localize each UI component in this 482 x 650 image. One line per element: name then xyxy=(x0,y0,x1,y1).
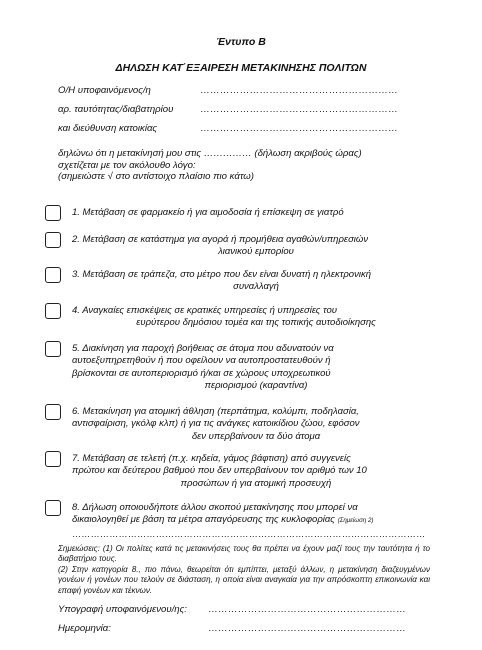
option-5-line-2: αυτοεξυπηρετηθούν ή που οφείλουν να αυτοπροστατευθούν ή xyxy=(72,355,331,367)
option-5-checkbox[interactable] xyxy=(45,341,61,357)
field-id-label: αρ. ταυτότητας/διαβατηρίου xyxy=(58,104,174,115)
option-8-line-1: 8. Δήλωση οποιουδήποτε άλλου σκοπού μετακίνησης που μπορεί να xyxy=(72,502,358,513)
declaration-text xyxy=(58,148,428,183)
option-1-text xyxy=(72,207,440,219)
option-7-checkbox[interactable] xyxy=(45,451,61,467)
option-7-text xyxy=(72,453,440,490)
option-8-text xyxy=(72,502,440,528)
option-5-line-3: βρίσκονται σε αυτοπεριορισμό ή/και σε χώρους υποχρεωτικού xyxy=(72,367,331,379)
date-line[interactable]: …………………………………………………… xyxy=(208,623,406,634)
option-2-checkbox[interactable] xyxy=(45,232,61,248)
declaration-line-3: (σημειώστε √ στο αντίστοιχο πλαίσιο πιο κάτω) xyxy=(58,171,254,183)
option-3-text xyxy=(72,269,440,294)
option-2-line-1: 2. Μετάβαση σε κατάστημα για αγορά ή προμήθεια αγαθών/υπηρεσιών xyxy=(72,234,369,245)
option-1-line-1: 1. Μετάβαση σε φαρμακείο ή για αιμοδοσία ή επίσκεψη σε γιατρό xyxy=(72,207,344,218)
signature-label: Υπογραφή υποφαινόμενου/ης: xyxy=(58,604,187,615)
field-id-line[interactable]: …………………………………………………… xyxy=(200,104,398,115)
other-reason-line[interactable]: …………………………………………………………………………………………………… xyxy=(72,529,426,539)
option-8-line-2: δικαιολογηθεί με βάση τα μέτρα απαγόρευσης της κυκλοφορίας xyxy=(72,514,335,526)
signature-line[interactable]: …………………………………………………… xyxy=(208,604,406,615)
form-title: ΔΗΛΩΣΗ ΚΑΤ΄ΕΞΑΙΡΕΣΗ ΜΕΤΑΚΙΝΗΣΗΣ ΠΟΛΙΤΩΝ xyxy=(115,62,367,74)
option-7-line-3: προσώπων ή για ατομική προσευχή xyxy=(180,477,332,489)
option-5-line-1: 5. Διακίνηση για παροχή βοήθειας σε άτομα που αδυνατούν να xyxy=(72,343,334,354)
option-6-text xyxy=(72,406,440,443)
option-2-line-2: λιανικού εμπορίου xyxy=(218,246,294,258)
option-6-line-3: δεν υπερβαίνουν τα δύο άτομα xyxy=(191,430,321,442)
option-2-text xyxy=(72,234,440,259)
field-name-line[interactable]: …………………………………………………… xyxy=(200,85,398,96)
note-1: Σημειώσεις: (1) Οι πολίτες κατά τις μετακινήσεις τους θα πρέπει να έχουν μαζί τους την ταυτότητα ή το διαβατήριο τους. xyxy=(58,544,430,564)
option-1-checkbox[interactable] xyxy=(45,205,61,221)
option-3-line-2: συναλλαγή xyxy=(233,281,279,293)
option-3-line-1: 3. Μετάβαση σε τράπεζα, στο μέτρο που δεν είναι δυνατή η ηλεκτρονική xyxy=(72,269,371,280)
date-row xyxy=(58,623,406,634)
option-6-line-2: αντισφαίριση, γκόλφ κλπ) ή για τις ανάγκες κατοικίδιου ζώου, εφόσον xyxy=(72,418,360,430)
signature-row xyxy=(58,604,406,615)
option-7-line-1: 7. Μετάβαση σε τελετή (π.χ. κηδεία, γάμος βάφτιση) από συγγενείς xyxy=(72,453,351,464)
option-3-checkbox[interactable] xyxy=(45,267,61,283)
option-4-text xyxy=(72,305,440,330)
option-5-text xyxy=(72,343,440,393)
option-5-line-4: περιορισμού (καραντίνα) xyxy=(204,380,308,392)
option-6-checkbox[interactable] xyxy=(45,404,61,420)
field-address-line[interactable]: …………………………………………………… xyxy=(200,123,398,134)
note-2: (2) Στην κατηγορία 8., πιο πάνω, θεωρείται ότι εμπίπτει, μεταξύ άλλων, η μετακίνηση διαζευγμένων γονέων ή γονέων που τελούν σε διάσταση, η οποία είναι αναγκαία για την απρόσκοπτη επικοινωνία και επαφή γονέων και τέκνων. xyxy=(58,564,430,595)
declaration-line-2: σχετίζεται με τον ακόλουθο λόγο: xyxy=(58,159,196,171)
declaration-line-1: δηλώνω ότι η μετακίνησή μου στις …………… (δήλωση ακριβούς ώρας) xyxy=(58,148,362,159)
option-4-line-2: ευρύτερου δημόσιου τομέα και της τοπικής αυτοδιοίκησης xyxy=(136,317,376,329)
option-6-line-1: 6. Μετακίνηση για ατομική άθληση (περπάτημα, κολύμπι, ποδηλασία, xyxy=(72,406,359,417)
date-label: Ημερομηνία: xyxy=(58,623,111,634)
field-address-label: και διεύθυνση κατοικίας xyxy=(58,123,158,134)
option-7-line-2: πρώτου και δεύτερου βαθμού που δεν υπερβαίνουν τον αριθμό των 10 xyxy=(72,465,367,477)
field-name-label: Ο/Η υποφαινόμενος/η xyxy=(58,85,151,96)
option-8-note-ref: (Σημείωση 2) xyxy=(337,517,374,525)
option-8-checkbox[interactable] xyxy=(45,500,61,516)
option-4-line-1: 4. Αναγκαίες επισκέψεις σε κρατικές υπηρεσίες ή υπηρεσίες του xyxy=(72,305,337,316)
form-code: Έντυπο Β xyxy=(216,36,266,48)
notes-section xyxy=(58,544,430,596)
option-4-checkbox[interactable] xyxy=(45,303,61,319)
